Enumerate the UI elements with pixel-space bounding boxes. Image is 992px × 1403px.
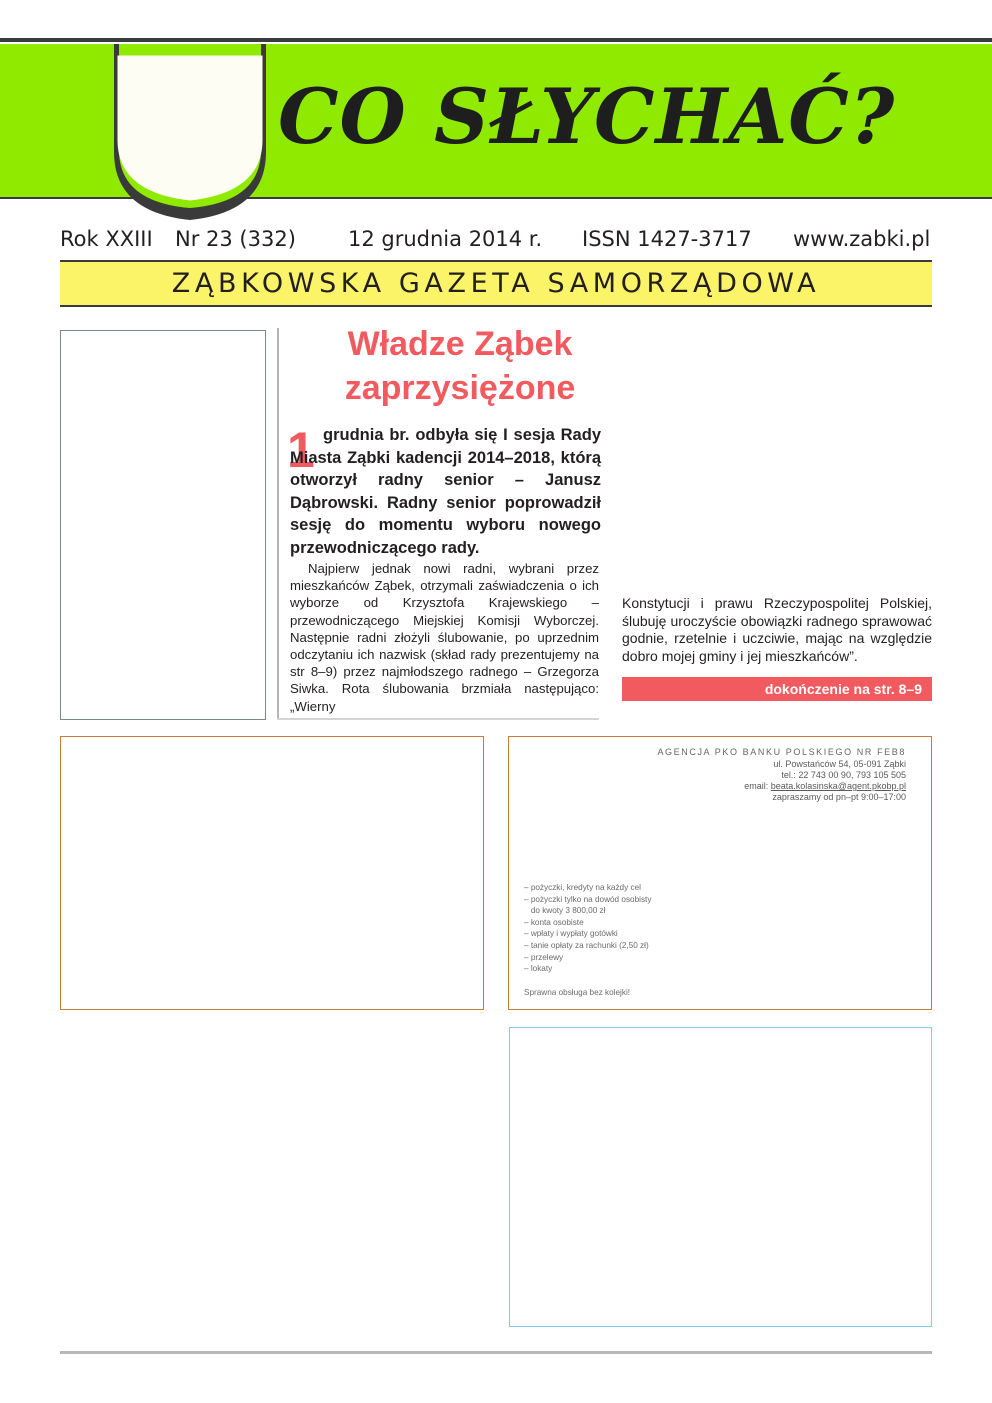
- list-item: do kwoty 3 800,00 zł: [524, 906, 606, 916]
- article-headline: Władze Ząbek zaprzysiężone: [344, 325, 576, 407]
- list-item: – lokaty: [524, 964, 553, 974]
- bank-ad-phone: tel.: 22 743 00 90, 793 105 505: [781, 770, 906, 780]
- list-item: – konta osobiste: [524, 917, 584, 927]
- newspaper-subtitle: ZĄBKOWSKA GAZETA SAMORZĄDOWA: [171, 268, 821, 299]
- issue-date: 12 grudnia 2014 r.: [348, 227, 543, 251]
- coat-of-arms-placeholder-icon: [110, 44, 270, 224]
- bank-ad-address: ul. Powstańców 54, 05-091 Ząbki: [773, 759, 906, 769]
- column-divider: [277, 328, 279, 720]
- bank-ad-services-list: [524, 882, 651, 975]
- advertisement-frame-right: [509, 1027, 932, 1327]
- issue-number: Nr 23 (332): [175, 227, 296, 251]
- issue-year: Rok XXIII: [60, 227, 153, 251]
- article-dropcap: 1: [287, 422, 315, 478]
- continued-label[interactable]: dokończenie na str. 8–9: [764, 681, 922, 697]
- bank-ad-email-row: [744, 781, 906, 792]
- bank-ad-hours: zapraszamy od pn–pt 9:00–17:00: [772, 792, 906, 802]
- column-bottom-rule: [277, 718, 599, 720]
- newspaper-title: CO SŁYCHAĆ?: [278, 72, 896, 161]
- article-lead: grudnia br. odbyła się I sesja Rady Miasta Ząbki kadencji 2014–2018, którą otworzył radny senior – Janusz Dąbrowski. Radny senior poprowadził sesję do momentu wyboru nowego przewodniczącego rady.: [290, 426, 601, 557]
- bank-ad-email-link[interactable]: beata.kolasinska@agent.pkobp.pl: [770, 781, 906, 791]
- article-body: Najpierw jednak nowi radni, wybrani przez mieszkańców Ząbek, otrzymali zaświadczenia o ich wyborze od Krzysztofa Krajewskiego – przewodniczącego Miejskiej Komisji Wyborczej. Następnie radni złożyli ślubowanie, po uprzednim odczytaniu ich nazwisk (skład rady prezentujemy na str 8–9) przez najmłodszego radnego – Grzegorza Siwka. Rota ślubowania brzmiała następująco: „Wierny: [290, 561, 599, 714]
- issue-issn: ISSN 1427-3717: [582, 227, 752, 251]
- masthead-top-rule: [0, 38, 992, 42]
- footer-rule: [60, 1351, 932, 1354]
- list-item: – wpłaty i wypłaty gotówki: [524, 929, 618, 939]
- bank-ad-heading: AGENCJA PKO BANKU POLSKIEGO NR FEB8: [657, 747, 906, 757]
- bank-ad-email-label: email:: [744, 781, 769, 791]
- bank-ad-tagline: Sprawna obsługa bez kolejki!: [524, 988, 631, 997]
- list-item: – pożyczki, kredyty na każdy cel: [524, 883, 641, 892]
- website-link[interactable]: www.zabki.pl: [793, 227, 931, 251]
- advertisement-frame-left: [60, 736, 484, 1010]
- list-item: – pożyczki tylko na dowód osobisty: [524, 894, 652, 904]
- article-continuation: Konstytucji i prawu Rzeczypospolitej Polskiej, ślubuję uroczyście obowiązki radnego sprawować godnie, rzetelnie i uczciwie, mając na względzie dobro mojej gminy i jej mieszkańców”.: [622, 595, 932, 664]
- list-item: – tanie opłaty za rachunki (2,50 zł): [524, 940, 649, 950]
- list-item: – przelewy: [524, 952, 564, 962]
- front-photo-frame: [60, 330, 266, 720]
